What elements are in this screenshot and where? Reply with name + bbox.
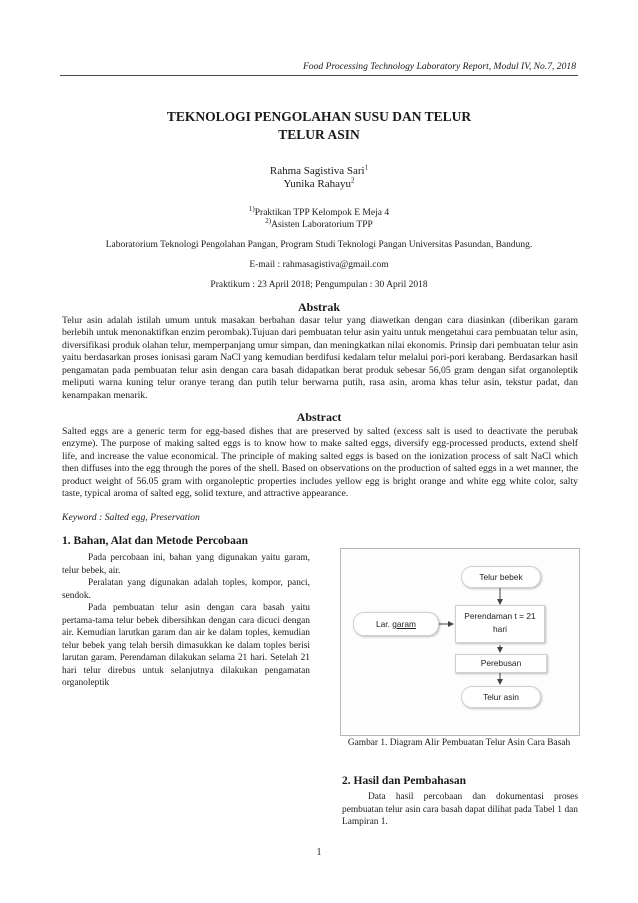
page-number: 1: [316, 847, 322, 858]
author-list: [0, 165, 638, 191]
affiliation-2: [0, 216, 638, 230]
flow-soak-node: [455, 605, 545, 643]
section-1-paragraph-2: Peralatan yang digunakan adalah toples, kompor, panci, sendok.: [62, 578, 310, 601]
section-1-paragraph-1: Pada percobaan ini, bahan yang digunakan yaitu garam, telur bebek, air.: [62, 553, 310, 576]
affiliation-2-mark: 2): [265, 216, 272, 225]
affiliation-2-text: Asisten Laboratorium TPP: [271, 220, 373, 230]
email-line: E-mail : rahmasagistiva@gmail.com: [249, 260, 389, 270]
author-1-mark: 1: [364, 163, 369, 172]
author-2: [0, 178, 638, 191]
keywords: Keyword : Salted egg, Preservation: [62, 512, 200, 523]
author-2-mark: 2: [351, 176, 355, 185]
abstrak-heading: Abstrak: [297, 300, 340, 314]
affiliation-1: [0, 204, 638, 218]
title-line-2: TELUR ASIN: [278, 127, 360, 142]
header-rule: [60, 75, 578, 76]
paper-title: [0, 108, 638, 144]
flow-boil-node: Perebusan: [455, 654, 547, 673]
author-1-name: Rahma Sagistiva Sari: [269, 165, 365, 177]
flow-end-node: Telur asin: [461, 686, 541, 708]
section-2-paragraph-1: Data hasil percobaan dan dokumentasi proses pembuatan telur asin cara basah dapat dilihat pada Tabel 1 dan Lampiran 1.: [342, 792, 578, 828]
flow-salt-word: garam: [392, 619, 417, 629]
abstract-heading: Abstract: [296, 410, 342, 424]
author-1: [0, 165, 638, 178]
affiliation-1-text: Praktikan TPP Kelompok E Meja 4: [254, 208, 390, 218]
figure-caption: Gambar 1. Diagram Alir Pembuatan Telur Asin Cara Basah: [347, 738, 571, 748]
flow-soak-line-1: Perendaman t = 21: [464, 611, 536, 621]
flow-salt-node: [353, 612, 439, 636]
abstract-text: Salted eggs are a generic term for egg-based dishes that are preserved by salted (excess salt is used to deactivate the perubak enzyme). The purpose of making salted eggs is to know how to make salted eggs, diversify egg-processed products, extend shelf life, and increase the value economical. The principle of making salted eggs is based on the ionization process of salt NaCl which then diffuses into the egg through the pores of the shell. Based on observations on the production of salted eggs in a wet manner, the product weight of 56.05 gram with organoleptic properties includes yellow egg is bright orange and white egg white color, salty taste, typical aroma of salted egg, solid texture, and attractive appearance.: [62, 426, 578, 500]
lab-affiliation: Laboratorium Teknologi Pengolahan Pangan, Program Studi Teknologi Pangan Universitas Pasundan, Bandung.: [105, 240, 533, 250]
section-1-heading: 1. Bahan, Alat dan Metode Percobaan: [62, 535, 249, 547]
flow-start-node: Telur bebek: [461, 566, 541, 588]
author-2-name: Yunika Rahayu: [283, 178, 351, 190]
section-1-body: [62, 552, 310, 690]
section-2-heading: 2. Hasil dan Pembahasan: [342, 775, 466, 787]
flow-salt-prefix: Lar.: [375, 619, 393, 629]
title-line-1: TEKNOLOGI PENGOLAHAN SUSU DAN TELUR: [166, 109, 472, 124]
section-1-paragraph-3: Pada pembuatan telur asin dengan cara basah yaitu pertama-tama telur bebek dibersihkan dengan cara dicuci dengan air. Kemudian larutkan garam dan air ke dalam toples, kemudian telur bebek yang telah bersih dimasukkan ke dalam toples berisi larutan garam. Perendaman dilakukan selama 21 hari. Setelah 21 hari telur direbus untuk selanjutnya dilakukan pengamatan organoleptik: [62, 603, 310, 689]
dates-line: Praktikum : 23 April 2018; Pengumpulan : 30 April 2018: [210, 280, 428, 290]
section-2-body: [342, 791, 578, 829]
flow-diagram-figure: [340, 548, 580, 736]
flow-soak-line-2: hari: [493, 624, 507, 634]
affiliation-1-mark: 1): [248, 204, 255, 213]
abstrak-text: Telur asin adalah istilah umum untuk masakan berbahan dasar telur yang diawetkan dengan cara diasinkan (diberikan garam berlebih untuk menonaktifkan enzim perombak).Tujuan dari pembuatan telur asin yaitu untuk mengetahui cara pembuatan telur asin, diversifikasi produk olahan telur, memperpanjang umur simpan, dan meningkatkan nilai ekonomis. Prinsip dari pembuatan telur asin yaitu berdasarkan proses ionisasi garam NaCl yang kemudian berdifusi kedalam telur melalui pori-pori kerabang. Berdasarkan hasil pengamatan pada pembuatan telur asin dengan cara basah didapatkan berat produk sebesar 56,05 gram dengan sifat organoleptik meliputi warna kuning telur oranye terang dan putih telur berwarna putih, rasa asin, aroma khas telur asin, tekstur padat, dan kenampakan menarik.: [62, 315, 578, 401]
journal-header: Food Processing Technology Laboratory Report, Modul IV, No.7, 2018: [302, 61, 576, 72]
